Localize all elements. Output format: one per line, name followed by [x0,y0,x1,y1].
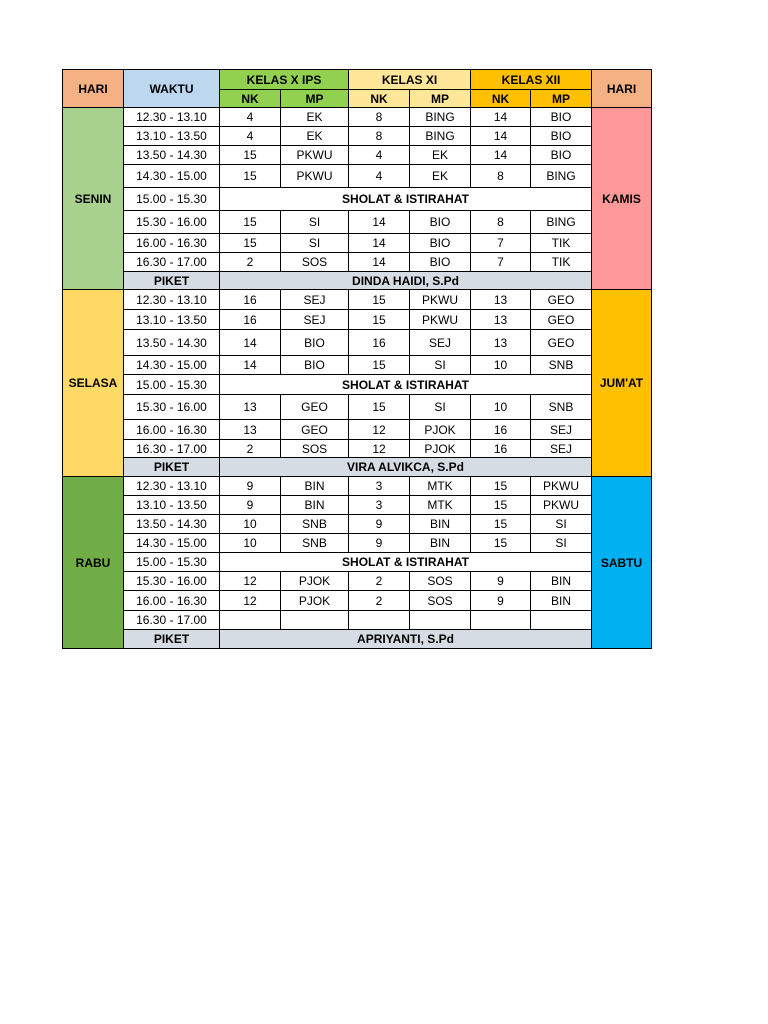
kelas-x-mp-cell: SOS [281,253,349,272]
kelas-xi-nk-cell: 9 [349,515,410,534]
kelas-xi-mp-cell: BIN [410,515,471,534]
kelas-xii-nk-cell: 15 [471,496,531,515]
kelas-xii-mp-cell: GEO [531,310,592,330]
kelas-x-nk-cell: 9 [220,496,281,515]
schedule-row [63,375,652,395]
kelas-xi-header: KELAS XI [349,70,471,90]
schedule-row [63,515,652,534]
kelas-xii-nk-cell: 14 [471,127,531,146]
kelas-xi-mp-cell: BIN [410,534,471,553]
kelas-x-nk-cell: 12 [220,572,281,591]
kelas-xii-nk-cell: 13 [471,330,531,356]
kelas-x-mp-cell: SI [281,234,349,253]
schedule-row [63,146,652,165]
kelas-x-nk-cell: 16 [220,310,281,330]
schedule-row [63,477,652,496]
kelas-xii-mp-cell: TIK [531,234,592,253]
kelas-xi-mp-cell: EK [410,165,471,188]
kelas-x-nk-cell: 4 [220,127,281,146]
day-selasa: SELASA [63,290,124,477]
kelas-xii-mp-cell: SI [531,534,592,553]
kelas-xii-nk-cell: 8 [471,165,531,188]
kelas-x-mp-cell: PKWU [281,146,349,165]
kelas-x-nk-cell: 13 [220,420,281,440]
schedule-row [63,591,652,611]
kelas-xii-nk-cell: 7 [471,234,531,253]
kelas-xii-mp-cell: BING [531,211,592,234]
kelas-xii-mp-cell: BIO [531,127,592,146]
kelas-x-nk-cell: 16 [220,290,281,310]
kelas-x-nk-cell: 4 [220,108,281,127]
schedule-row [63,496,652,515]
kelas-x-mp-cell [281,611,349,630]
kelas-xii-mp-cell: BIO [531,146,592,165]
time-cell: 15.30 - 16.00 [124,395,220,420]
hari-left-header: HARI [63,70,124,108]
break-cell: SHOLAT & ISTIRAHAT [220,188,592,211]
kelas-xii-nk-cell: 15 [471,515,531,534]
kelas-xi-mp-cell: BING [410,108,471,127]
kelas-x-nk-cell: 10 [220,515,281,534]
schedule-row [63,330,652,356]
kelas-xii-mp-cell: SEJ [531,440,592,458]
schedule-row [63,188,652,211]
time-cell: 13.10 - 13.50 [124,310,220,330]
kelas-xi-mp-cell: BING [410,127,471,146]
kelas-xii-mp-cell: SEJ [531,420,592,440]
kelas-xii-nk-cell: 8 [471,211,531,234]
schedule-row [63,572,652,591]
schedule-row [63,534,652,553]
kelas-x-header: KELAS X IPS [220,70,349,90]
time-cell: 12.30 - 13.10 [124,108,220,127]
hari-right-header: HARI [592,70,652,108]
time-cell: 14.30 - 15.00 [124,356,220,375]
kelas-x-nk-cell: 14 [220,330,281,356]
day-sabtu: SABTU [592,477,652,649]
kelas-x-nk-cell: 2 [220,440,281,458]
kelas-xi-nk-cell: 3 [349,477,410,496]
time-cell: 14.30 - 15.00 [124,534,220,553]
schedule-row [63,420,652,440]
kelas-x-nk-cell: 14 [220,356,281,375]
kelas-xii-nk-cell: 14 [471,146,531,165]
kelas-xi-mp-cell: EK [410,146,471,165]
day-kamis: KAMIS [592,108,652,290]
kelas-xii-nk-cell: 10 [471,356,531,375]
time-cell: 15.00 - 15.30 [124,188,220,211]
kelas-xi-mp-cell: PJOK [410,440,471,458]
kelas-xi-mp-cell: SI [410,395,471,420]
kelas-xi-mp-cell: BIO [410,234,471,253]
kelas-xii-mp-cell: SNB [531,356,592,375]
kelas-xii-nk-cell: 16 [471,420,531,440]
kelas-xii-mp-cell: BIN [531,591,592,611]
schedule-row [63,440,652,458]
schedule-row [63,611,652,630]
kelas-xi-nk-cell: 14 [349,253,410,272]
kelas-x-mp-cell: SEJ [281,290,349,310]
kelas-xi-nk-cell: 2 [349,591,410,611]
time-cell: 16.30 - 17.00 [124,611,220,630]
kelas-xii-header: KELAS XII [471,70,592,90]
kelas-x-nk-cell: 15 [220,234,281,253]
schedule-row [63,395,652,420]
kelas-xi-nk-cell: 14 [349,234,410,253]
kelas-xii-nk-cell: 15 [471,534,531,553]
kelas-xii-mp-cell: TIK [531,253,592,272]
kelas-xi-nk-cell: 4 [349,165,410,188]
kelas-xi-mp-cell: PKWU [410,310,471,330]
kelas-x-mp-cell: SI [281,211,349,234]
kelas-xi-mp-cell: SEJ [410,330,471,356]
kelas-xii-nk-cell: 13 [471,290,531,310]
day-jumat: JUM'AT [592,290,652,477]
time-cell: 13.10 - 13.50 [124,496,220,515]
kelas-x-nk-cell: 12 [220,591,281,611]
kelas-xi-mp-header: MP [410,90,471,108]
waktu-header: WAKTU [124,70,220,108]
kelas-x-nk-cell [220,611,281,630]
time-cell: 16.30 - 17.00 [124,440,220,458]
kelas-x-mp-cell: GEO [281,420,349,440]
kelas-x-nk-cell: 10 [220,534,281,553]
kelas-xi-mp-cell [410,611,471,630]
kelas-x-mp-cell: EK [281,108,349,127]
kelas-xi-nk-cell: 15 [349,310,410,330]
kelas-xii-mp-cell: BING [531,165,592,188]
time-cell: 15.30 - 16.00 [124,211,220,234]
time-cell: 16.30 - 17.00 [124,253,220,272]
kelas-xii-mp-cell: GEO [531,330,592,356]
kelas-xi-nk-cell: 9 [349,534,410,553]
kelas-xi-mp-cell: MTK [410,477,471,496]
kelas-x-nk-cell: 9 [220,477,281,496]
kelas-xi-nk-cell: 4 [349,146,410,165]
kelas-xi-nk-cell: 15 [349,356,410,375]
time-cell: 15.00 - 15.30 [124,553,220,572]
kelas-xi-nk-cell: 12 [349,420,410,440]
kelas-xii-nk-cell: 16 [471,440,531,458]
kelas-xii-nk-cell: 10 [471,395,531,420]
kelas-x-mp-cell: BIN [281,496,349,515]
kelas-x-nk-cell: 15 [220,146,281,165]
piket-name: APRIYANTI, S.Pd [220,630,592,649]
time-cell: 13.10 - 13.50 [124,127,220,146]
time-cell: 14.30 - 15.00 [124,165,220,188]
kelas-x-mp-cell: SOS [281,440,349,458]
piket-name: VIRA ALVIKCA, S.Pd [220,458,592,477]
kelas-x-nk-cell: 13 [220,395,281,420]
kelas-xii-nk-cell: 9 [471,572,531,591]
kelas-x-mp-cell: PJOK [281,572,349,591]
kelas-xii-nk-cell: 14 [471,108,531,127]
kelas-xii-nk-cell: 9 [471,591,531,611]
time-cell: 13.50 - 14.30 [124,146,220,165]
schedule-row [63,553,652,572]
kelas-xi-mp-cell: SOS [410,572,471,591]
kelas-xii-nk-header: NK [471,90,531,108]
schedule-row [63,234,652,253]
header-row-top [63,70,652,90]
kelas-xi-nk-cell: 14 [349,211,410,234]
time-cell: 15.30 - 16.00 [124,572,220,591]
kelas-x-nk-cell: 15 [220,211,281,234]
break-cell: SHOLAT & ISTIRAHAT [220,375,592,395]
kelas-xi-nk-cell: 8 [349,108,410,127]
kelas-xi-nk-cell: 15 [349,290,410,310]
piket-name: DINDA HAIDI, S.Pd [220,272,592,290]
kelas-x-nk-header: NK [220,90,281,108]
kelas-xi-mp-cell: SI [410,356,471,375]
kelas-x-mp-header: MP [281,90,349,108]
kelas-xii-mp-cell [531,611,592,630]
kelas-x-mp-cell: SEJ [281,310,349,330]
kelas-xi-mp-cell: PKWU [410,290,471,310]
kelas-x-nk-cell: 15 [220,165,281,188]
schedule-row [63,127,652,146]
kelas-x-nk-cell: 2 [220,253,281,272]
kelas-xii-mp-header: MP [531,90,592,108]
kelas-xi-nk-cell: 15 [349,395,410,420]
kelas-xi-nk-cell [349,611,410,630]
time-cell: 15.00 - 15.30 [124,375,220,395]
kelas-xii-mp-cell: PKWU [531,477,592,496]
kelas-xii-nk-cell: 15 [471,477,531,496]
kelas-xi-mp-cell: BIO [410,211,471,234]
kelas-xii-mp-cell: BIO [531,108,592,127]
kelas-xi-mp-cell: SOS [410,591,471,611]
kelas-xi-nk-cell: 12 [349,440,410,458]
kelas-xii-nk-cell [471,611,531,630]
schedule-row [63,310,652,330]
schedule-row [63,108,652,127]
time-cell: 16.00 - 16.30 [124,234,220,253]
kelas-x-mp-cell: SNB [281,534,349,553]
kelas-xi-nk-cell: 8 [349,127,410,146]
piket-label: PIKET [124,630,220,649]
kelas-x-mp-cell: GEO [281,395,349,420]
time-cell: 12.30 - 13.10 [124,290,220,310]
piket-label: PIKET [124,458,220,477]
kelas-x-mp-cell: PJOK [281,591,349,611]
kelas-xii-mp-cell: BIN [531,572,592,591]
kelas-xii-mp-cell: PKWU [531,496,592,515]
kelas-xi-nk-cell: 16 [349,330,410,356]
day-rabu: RABU [63,477,124,649]
kelas-xi-mp-cell: PJOK [410,420,471,440]
time-cell: 13.50 - 14.30 [124,515,220,534]
piket-row [63,630,652,649]
kelas-xi-nk-header: NK [349,90,410,108]
kelas-x-mp-cell: SNB [281,515,349,534]
kelas-xii-nk-cell: 13 [471,310,531,330]
schedule-row [63,253,652,272]
piket-row [63,458,652,477]
piket-row [63,272,652,290]
time-cell: 12.30 - 13.10 [124,477,220,496]
kelas-xii-mp-cell: GEO [531,290,592,310]
day-senin: SENIN [63,108,124,290]
schedule-row [63,165,652,188]
kelas-x-mp-cell: PKWU [281,165,349,188]
kelas-xi-nk-cell: 2 [349,572,410,591]
schedule-row [63,211,652,234]
kelas-xii-nk-cell: 7 [471,253,531,272]
kelas-x-mp-cell: BIN [281,477,349,496]
kelas-x-mp-cell: BIO [281,330,349,356]
schedule-table [62,69,652,649]
kelas-xi-mp-cell: BIO [410,253,471,272]
kelas-xii-mp-cell: SNB [531,395,592,420]
kelas-x-mp-cell: EK [281,127,349,146]
time-cell: 16.00 - 16.30 [124,420,220,440]
kelas-xi-nk-cell: 3 [349,496,410,515]
kelas-xii-mp-cell: SI [531,515,592,534]
break-cell: SHOLAT & ISTIRAHAT [220,553,592,572]
schedule-row [63,290,652,310]
kelas-x-mp-cell: BIO [281,356,349,375]
kelas-xi-mp-cell: MTK [410,496,471,515]
time-cell: 16.00 - 16.30 [124,591,220,611]
piket-label: PIKET [124,272,220,290]
schedule-row [63,356,652,375]
time-cell: 13.50 - 14.30 [124,330,220,356]
